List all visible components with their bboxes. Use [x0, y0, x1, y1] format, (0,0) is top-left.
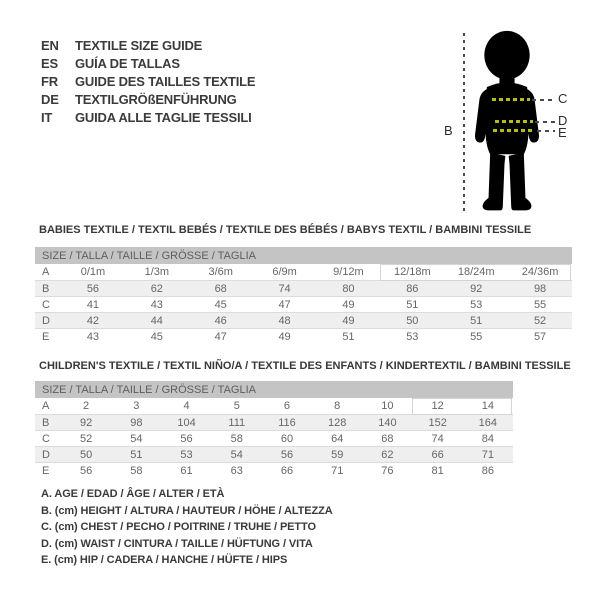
language-code: FR	[41, 73, 58, 89]
table-cell: 51	[130, 448, 143, 461]
children-size-header-row: SIZE / TALLA / TAILLE / GRÖSSE / TAGLIA	[35, 381, 513, 398]
table-cell: 71	[481, 448, 494, 461]
table-cell: 49	[342, 314, 355, 327]
table-row	[35, 312, 572, 328]
table-cell: 48	[278, 314, 291, 327]
table-cell: 92	[79, 416, 93, 429]
table-cell: 52	[79, 432, 93, 445]
table-cell: 12	[431, 400, 444, 412]
table-cell: 8	[334, 400, 341, 412]
table-cell: 128	[328, 416, 347, 429]
height-label: B	[444, 123, 453, 138]
table-cell: 4	[183, 400, 190, 412]
language-row	[41, 36, 255, 54]
table-cell: 46	[214, 314, 227, 327]
table-cell: 66	[431, 448, 444, 461]
child-silhouette-icon	[465, 30, 549, 223]
table-cell: 62	[150, 282, 163, 295]
row-label: A	[42, 266, 50, 278]
table-row	[35, 446, 513, 462]
table-cell: 51	[342, 330, 355, 343]
table-row	[35, 462, 513, 478]
table-cell: 47	[214, 330, 227, 343]
table-cell: 6/9m	[272, 266, 297, 278]
table-cell: 0/1m	[80, 266, 106, 278]
row-label: B	[42, 282, 50, 295]
table-cell: 58	[230, 432, 243, 445]
table-cell: 51	[406, 298, 419, 311]
language-code: DE	[41, 92, 59, 108]
table-cell: 3/6m	[208, 266, 233, 278]
table-row	[35, 398, 513, 414]
table-cell: 41	[86, 298, 100, 311]
row-label: D	[42, 448, 50, 461]
row-label: D	[42, 314, 50, 327]
table-cell: 63	[230, 464, 243, 477]
table-cell: 68	[214, 282, 227, 295]
table-cell: 45	[150, 330, 163, 343]
table-cell: 9/12m	[333, 266, 364, 278]
table-row	[35, 328, 572, 344]
babies-size-header-row: SIZE / TALLA / TAILLE / GRÖSSE / TAGLIA	[35, 247, 572, 264]
table-cell: 24/36m	[521, 266, 559, 278]
table-cell: 56	[79, 464, 93, 477]
children-size-table	[35, 381, 513, 478]
table-cell: 49	[278, 330, 291, 343]
row-cells	[61, 299, 572, 311]
table-cell: 51	[470, 314, 483, 327]
table-cell: 56	[280, 448, 294, 461]
language-list	[41, 36, 255, 127]
table-cell: 50	[79, 448, 93, 461]
table-row	[35, 296, 572, 312]
table-cell: 58	[130, 464, 143, 477]
row-cells	[61, 449, 513, 461]
table-cell: 43	[86, 330, 100, 343]
table-cell: 54	[230, 448, 243, 461]
table-cell: 104	[177, 416, 196, 429]
table-cell: 92	[470, 282, 483, 295]
row-cells	[61, 417, 513, 429]
measurement-figure	[430, 20, 600, 230]
table-cell: 76	[381, 464, 394, 477]
table-cell: 42	[86, 314, 100, 327]
table-cell: 54	[130, 432, 143, 445]
row-cells	[61, 433, 513, 445]
row-label: C	[42, 432, 50, 445]
table-cell: 1/3m	[144, 266, 170, 278]
table-cell: 56	[180, 432, 193, 445]
table-cell: 98	[533, 282, 547, 295]
table-cell: 45	[214, 298, 227, 311]
language-code: ES	[41, 55, 58, 71]
table-cell: 18/24m	[457, 266, 495, 278]
table-cell: 80	[342, 282, 355, 295]
table-cell: 12/18m	[393, 266, 431, 278]
measurement-legend	[41, 488, 333, 571]
legend-line: E. (cm) HIP / CADERA / HANCHE / HÜFTE / HIPS	[41, 554, 288, 567]
table-cell: 81	[431, 464, 444, 477]
table-cell: 5	[233, 400, 240, 412]
row-cells	[61, 315, 572, 327]
table-cell: 6	[283, 400, 291, 412]
table-cell: 3	[133, 400, 140, 412]
row-cells	[61, 266, 572, 278]
table-cell: 60	[280, 432, 294, 445]
table-cell: 71	[331, 464, 344, 477]
table-cell: 62	[381, 448, 394, 461]
language-title: TEXTILE SIZE GUIDE	[75, 37, 203, 53]
table-cell: 74	[278, 282, 291, 295]
row-cells	[61, 400, 513, 412]
table-cell: 152	[428, 416, 447, 429]
language-title: GUIDE DES TAILLES TEXTILE	[75, 73, 256, 89]
babies-size-table	[35, 247, 572, 344]
table-cell: 86	[406, 282, 419, 295]
table-cell: 55	[533, 298, 547, 311]
table-cell: 52	[533, 314, 547, 327]
table-cell: 68	[381, 432, 394, 445]
table-row	[35, 414, 513, 430]
table-cell: 55	[470, 330, 483, 343]
table-cell: 50	[406, 314, 419, 327]
table-cell: 49	[342, 298, 355, 311]
row-cells	[61, 465, 513, 477]
language-row	[41, 109, 255, 127]
language-title: GUIDA ALLE TAGLIE TESSILI	[75, 110, 252, 126]
hip-leader-line	[537, 130, 555, 132]
row-cells	[61, 331, 572, 343]
table-cell: 44	[150, 314, 163, 327]
chest-leader-line	[532, 99, 554, 101]
legend-line: C. (cm) CHEST / PECHO / POITRINE / TRUHE / PETTO	[41, 521, 316, 534]
table-cell: 64	[331, 432, 344, 445]
table-cell: 57	[533, 330, 547, 343]
table-cell: 53	[470, 298, 483, 311]
table-cell: 10	[381, 400, 394, 412]
babies-section-title: BABIES TEXTILE / TEXTIL BEBÉS / TEXTILE DES BÉBÉS / BABYS TEXTIL / BAMBINI TESSILE	[39, 224, 532, 236]
table-cell: 2	[83, 400, 90, 412]
row-label: A	[42, 400, 50, 412]
row-label: E	[42, 464, 50, 477]
table-cell: 61	[180, 464, 193, 477]
children-section-title: CHILDREN'S TEXTILE / TEXTIL NIÑO/A / TEXTILE DES ENFANTS / KINDERTEXTIL / BAMBINI TESSILE	[39, 360, 571, 372]
hip-label: E	[558, 125, 567, 140]
language-row	[41, 54, 255, 72]
legend-line: D. (cm) WAIST / CINTURA / TAILLE / HÜFTUNG / VITA	[41, 537, 313, 550]
table-cell: 53	[180, 448, 193, 461]
legend-line: B. (cm) HEIGHT / ALTURA / HAUTEUR / HÖHE / ALTEZZA	[41, 504, 333, 517]
language-row	[41, 72, 255, 90]
waist-measure-line	[495, 120, 533, 123]
row-cells	[61, 283, 572, 295]
table-cell: 140	[378, 416, 397, 429]
row-label: C	[42, 298, 50, 311]
table-cell: 98	[130, 416, 143, 429]
table-cell: 84	[481, 432, 494, 445]
legend-line: A. AGE / EDAD / ÂGE / ALTER / ETÀ	[41, 488, 225, 500]
table-cell: 164	[478, 416, 498, 429]
table-row	[35, 264, 572, 280]
waist-leader-line	[535, 121, 555, 123]
language-title: TEXTILGRÖßENFÜHRUNG	[75, 92, 237, 108]
table-cell: 66	[280, 464, 294, 477]
table-cell: 47	[278, 298, 291, 311]
table-cell: 74	[431, 432, 444, 445]
chest-measure-line	[492, 98, 530, 101]
table-cell: 56	[86, 282, 100, 295]
table-cell: 116	[278, 416, 296, 429]
table-cell: 14	[481, 400, 494, 412]
language-code: IT	[41, 110, 53, 126]
table-row	[35, 430, 513, 446]
table-cell: 53	[406, 330, 419, 343]
chest-label: C	[558, 91, 568, 106]
table-row	[35, 280, 572, 296]
hip-measure-line	[493, 129, 535, 132]
table-cell: 111	[228, 416, 246, 429]
language-title: GUÍA DE TALLAS	[75, 55, 180, 71]
waist-label: D	[558, 113, 568, 128]
height-measure-line	[463, 33, 465, 215]
language-row	[41, 91, 255, 109]
language-code: EN	[41, 37, 59, 53]
table-cell: 59	[331, 448, 344, 461]
row-label: B	[42, 416, 50, 429]
table-cell: 43	[150, 298, 163, 311]
table-cell: 86	[481, 464, 494, 477]
row-label: E	[42, 330, 50, 343]
